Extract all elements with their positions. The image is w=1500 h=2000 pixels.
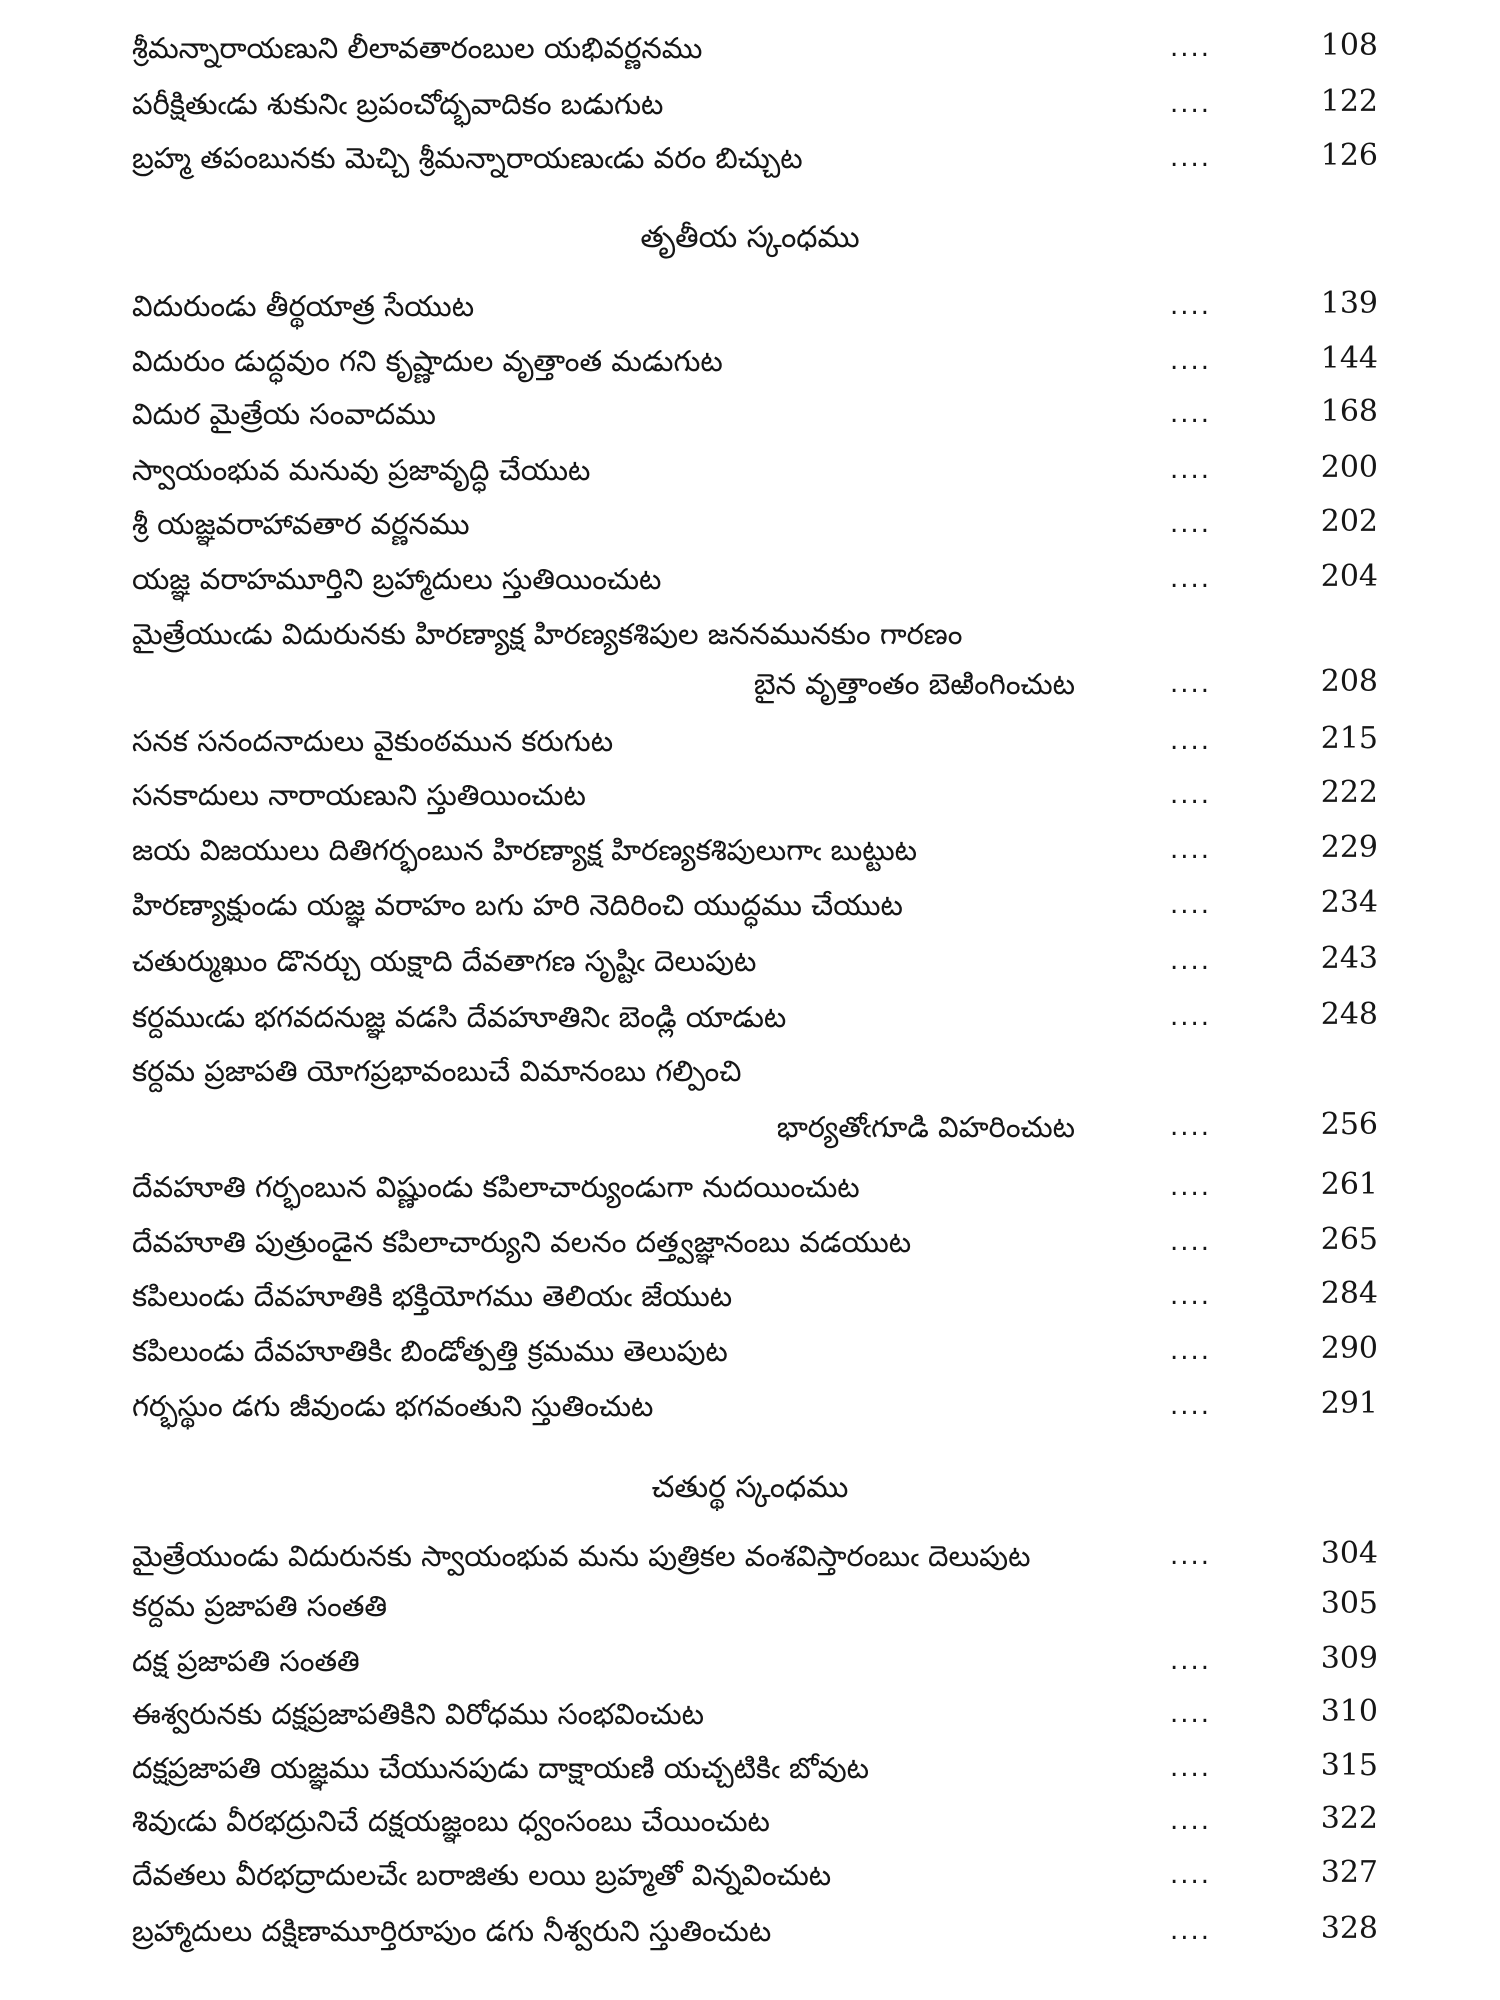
entry-title: భార్యతోఁగూడి విహరించుట	[776, 1110, 1075, 1144]
leader-dots: ....	[1170, 669, 1212, 699]
entry-page-number: 208	[1320, 664, 1378, 699]
leader-dots: ....	[1170, 346, 1212, 376]
leader-dots: ....	[1170, 1336, 1212, 1366]
entry-page-number: 215	[1320, 721, 1378, 756]
entry-page-number: 168	[1320, 394, 1378, 429]
index-entry	[0, 1690, 1500, 1740]
leader-dots: ....	[1170, 1112, 1212, 1142]
entry-title: విదురుం డుద్ధవుం గని కృష్ణాదుల వృత్తాంత మడుగుట	[132, 344, 723, 378]
leader-dots: ....	[1170, 455, 1212, 485]
entry-page-number: 310	[1320, 1694, 1378, 1729]
index-entry	[0, 881, 1500, 931]
entry-title: శివుఁడు వీరభద్రునిచే దక్షయజ్ఞంబు ధ్వంసంబు చేయించుట	[132, 1804, 770, 1838]
entry-title: దేవతలు వీరభద్రాదులచేఁ బరాజితు లయి బ్రహ్మతో విన్నవించుట	[132, 1858, 832, 1892]
entry-page-number: 309	[1320, 1641, 1378, 1676]
entry-page-number: 200	[1320, 450, 1378, 485]
entry-page-number: 234	[1320, 885, 1378, 920]
entry-title: సనక సనందనాదులు వైకుంఠమున కరుగుట	[132, 724, 614, 758]
leader-dots: ....	[1170, 946, 1212, 976]
leader-dots: ....	[1170, 33, 1212, 63]
entry-page-number: 204	[1320, 559, 1378, 594]
entry-title: బైన వృత్తాంతం బెఱింగించుట	[753, 667, 1075, 701]
entry-page-number: 126	[1320, 138, 1378, 173]
entry-page-number: 108	[1320, 28, 1378, 63]
leader-dots: ....	[1170, 509, 1212, 539]
index-entry	[0, 1272, 1500, 1322]
index-entry	[0, 80, 1500, 130]
index-entry	[0, 1582, 1500, 1632]
index-entry	[0, 717, 1500, 767]
entry-title: బ్రహ్మాదులు దక్షిణామూర్తిరూపుం డగు నీశ్వరుని స్తుతించుట	[132, 1914, 772, 1948]
leader-dots: ....	[1170, 835, 1212, 865]
index-entry	[0, 826, 1500, 876]
index-entry	[0, 771, 1500, 821]
entry-title: శ్రీ యజ్ఞవరాహావతార వర్ణనము	[132, 507, 470, 541]
entry-title: చతుర్ముఖుం డొనర్చు యక్షాది దేవతాగణ సృష్టిఁ దెలుపుట	[132, 944, 757, 978]
entry-page-number: 261	[1320, 1167, 1378, 1202]
entry-title: హిరణ్యాక్షుండు యజ్ఞ వరాహం బగు హరి నెదిరించి యుద్ధము చేయుట	[132, 888, 903, 922]
index-entry	[0, 1851, 1500, 1901]
entry-title: బ్రహ్మ తపంబునకు మెచ్చి శ్రీమన్నారాయణుఁడు వరం బిచ్చుట	[132, 141, 803, 175]
index-entry	[0, 660, 1500, 710]
entry-title: కర్దమ ప్రజాపతి సంతతి	[132, 1589, 388, 1623]
entry-page-number: 248	[1320, 997, 1378, 1032]
entry-page-number: 256	[1320, 1107, 1378, 1142]
entry-title: కపిలుండు దేవహూతికి భక్తియోగము తెలియఁ జేయుట	[132, 1279, 733, 1313]
entry-page-number: 144	[1320, 341, 1378, 376]
leader-dots: ....	[1170, 1699, 1212, 1729]
entry-title: విదురుండు తీర్థయాత్ర సేయుట	[132, 289, 475, 323]
leader-dots: ....	[1170, 1172, 1212, 1202]
entry-title: విదుర మైత్రేయ సంవాదము	[132, 397, 436, 431]
leader-dots: ....	[1170, 1541, 1212, 1571]
entry-page-number: 328	[1320, 1911, 1378, 1946]
index-entry	[0, 1047, 1500, 1097]
index-entry	[0, 1744, 1500, 1794]
entry-title: ఈశ్వరునకు దక్షప్రజాపతికిని విరోధము సంభవించుట	[132, 1697, 705, 1731]
leader-dots: ....	[1170, 890, 1212, 920]
leader-dots: ....	[1170, 1646, 1212, 1676]
entry-title: దేవహూతి పుత్రుండైన కపిలాచార్యుని వలనం దత్త్వజ్ఞానంబు వడయుట	[132, 1225, 912, 1259]
index-entry	[0, 500, 1500, 550]
index-entry	[0, 610, 1500, 660]
entry-page-number: 304	[1320, 1536, 1378, 1571]
leader-dots: ....	[1170, 1753, 1212, 1783]
index-entry	[0, 993, 1500, 1043]
entry-title: సనకాదులు నారాయణుని స్తుతియించుట	[132, 778, 586, 812]
leader-dots: ....	[1170, 1281, 1212, 1311]
index-entry	[0, 1382, 1500, 1432]
entry-title: శ్రీమన్నారాయణుని లీలావతారంబుల యభివర్ణనము	[132, 31, 703, 65]
leader-dots: ....	[1170, 399, 1212, 429]
index-entry	[0, 1218, 1500, 1268]
entry-title: మైత్రేయుండు విదురునకు స్వాయంభువ మను పుత్రికల వంశవిస్తారంబుఁ దెలుపుట	[132, 1539, 1031, 1573]
index-entry	[0, 1797, 1500, 1847]
index-entry	[0, 937, 1500, 987]
entry-title: దేవహూతి గర్భంబున విష్ణుండు కపిలాచార్యుండుగా నుదయించుట	[132, 1170, 860, 1204]
entry-title: యజ్ఞ వరాహమూర్తిని బ్రహ్మాదులు స్తుతియించుట	[132, 562, 662, 596]
entry-page-number: 291	[1320, 1386, 1378, 1421]
leader-dots: ....	[1170, 1391, 1212, 1421]
leader-dots: ....	[1170, 1916, 1212, 1946]
entry-page-number: 305	[1320, 1586, 1378, 1621]
entry-page-number: 327	[1320, 1855, 1378, 1890]
index-entry	[0, 337, 1500, 387]
entry-title: గర్భస్థుం డగు జీవుండు భగవంతుని స్తుతించుట	[132, 1389, 654, 1423]
entry-title: కర్దముఁడు భగవదనుజ్ఞ వడసి దేవహూతినిఁ బెండ్లి యాడుట	[132, 1000, 787, 1034]
entry-page-number: 222	[1320, 775, 1378, 810]
index-entry	[0, 1532, 1500, 1582]
index-entry	[0, 555, 1500, 605]
leader-dots: ....	[1170, 1806, 1212, 1836]
leader-dots: ....	[1170, 1860, 1212, 1890]
entry-title: స్వాయంభువ మనువు ప్రజావృద్ధి చేయుట	[132, 453, 591, 487]
leader-dots: ....	[1170, 291, 1212, 321]
index-entry	[0, 1637, 1500, 1687]
index-entry	[0, 1163, 1500, 1213]
section-heading: చతుర్థ స్కంధము	[651, 1470, 849, 1505]
entry-page-number: 322	[1320, 1801, 1378, 1836]
leader-dots: ....	[1170, 89, 1212, 119]
entry-page-number: 243	[1320, 941, 1378, 976]
entry-page-number: 122	[1320, 84, 1378, 119]
index-entry	[0, 1327, 1500, 1377]
entry-title: కపిలుండు దేవహూతికిఁ బిండోత్పత్తి క్రమము తెలుపుట	[132, 1334, 728, 1368]
leader-dots: ....	[1170, 143, 1212, 173]
leader-dots: ....	[1170, 1227, 1212, 1257]
entry-title: మైత్రేయుఁడు విదురునకు హిరణ్యాక్ష హిరణ్యకశిపుల జననమునకుం గారణం	[132, 617, 963, 651]
index-entry	[0, 1907, 1500, 1957]
entry-page-number: 229	[1320, 830, 1378, 865]
index-entry	[0, 282, 1500, 332]
entry-page-number: 139	[1320, 286, 1378, 321]
entry-page-number: 265	[1320, 1222, 1378, 1257]
entry-title: కర్దమ ప్రజాపతి యోగప్రభావంబుచే విమానంబు గల్పించి	[132, 1054, 742, 1088]
entry-title: జయ విజయులు దితిగర్భంబున హిరణ్యాక్ష హిరణ్యకశిపులుగాఁ బుట్టుట	[132, 833, 918, 867]
section-heading: తృతీయ స్కంధము	[640, 220, 860, 255]
leader-dots: ....	[1170, 1002, 1212, 1032]
index-entry	[0, 24, 1500, 74]
entry-page-number: 290	[1320, 1331, 1378, 1366]
leader-dots: ....	[1170, 726, 1212, 756]
index-entry	[0, 390, 1500, 440]
entry-title: పరీక్షితుఁడు శుకునిఁ బ్రపంచోద్భవాదికం బడుగుట	[132, 87, 664, 121]
index-entry	[0, 1103, 1500, 1153]
entry-page-number: 315	[1320, 1748, 1378, 1783]
index-entry	[0, 134, 1500, 184]
leader-dots: ....	[1170, 780, 1212, 810]
leader-dots: ....	[1170, 564, 1212, 594]
entry-page-number: 202	[1320, 504, 1378, 539]
entry-title: దక్షప్రజాపతి యజ్ఞము చేయునపుడు దాక్షాయణి యచ్చటికిఁ బోవుట	[132, 1751, 870, 1785]
index-entry	[0, 446, 1500, 496]
entry-title: దక్ష ప్రజాపతి సంతతి	[132, 1644, 360, 1678]
entry-page-number: 284	[1320, 1276, 1378, 1311]
